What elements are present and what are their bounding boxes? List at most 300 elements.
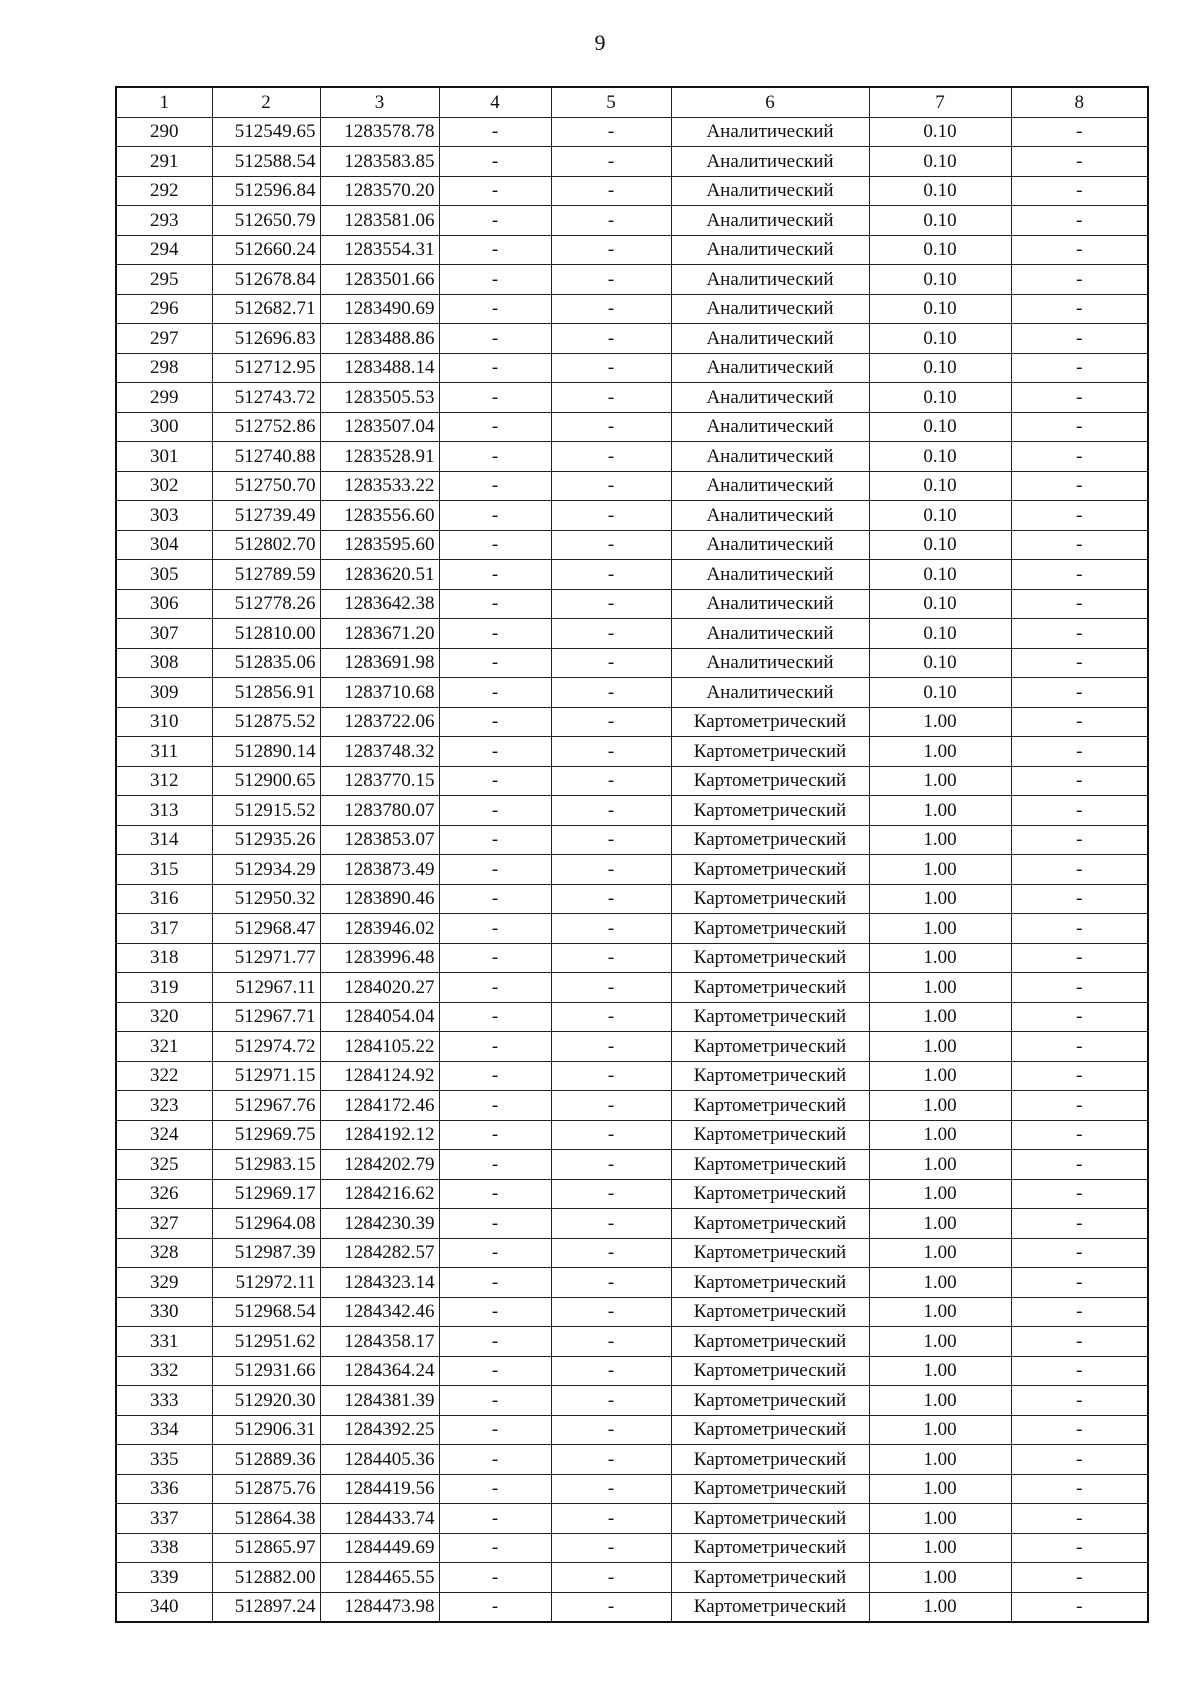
y-coordinate-cell: 1283528.91 bbox=[320, 442, 439, 472]
col8-value-cell: - bbox=[1011, 619, 1148, 649]
method-cell: Аналитический bbox=[671, 619, 869, 649]
col8-value-cell: - bbox=[1011, 206, 1148, 236]
accuracy-cell: 0.10 bbox=[869, 353, 1011, 383]
col4-value-cell: - bbox=[439, 973, 551, 1003]
point-number-cell: 295 bbox=[116, 265, 212, 295]
method-cell: Аналитический bbox=[671, 383, 869, 413]
accuracy-cell: 1.00 bbox=[869, 914, 1011, 944]
y-coordinate-cell: 1283890.46 bbox=[320, 884, 439, 914]
accuracy-cell: 0.10 bbox=[869, 501, 1011, 531]
table-row bbox=[116, 324, 1148, 354]
col4-value-cell: - bbox=[439, 1091, 551, 1121]
x-coordinate-cell: 512900.65 bbox=[212, 766, 320, 796]
method-cell: Аналитический bbox=[671, 678, 869, 708]
point-number-cell: 316 bbox=[116, 884, 212, 914]
col8-value-cell: - bbox=[1011, 501, 1148, 531]
col5-value-cell: - bbox=[551, 1002, 671, 1032]
accuracy-cell: 1.00 bbox=[869, 707, 1011, 737]
col8-value-cell: - bbox=[1011, 530, 1148, 560]
col8-value-cell: - bbox=[1011, 1533, 1148, 1563]
method-cell: Картометрический bbox=[671, 766, 869, 796]
table-row bbox=[116, 117, 1148, 147]
y-coordinate-cell: 1283583.85 bbox=[320, 147, 439, 177]
col5-value-cell: - bbox=[551, 1504, 671, 1534]
x-coordinate-cell: 512971.15 bbox=[212, 1061, 320, 1091]
accuracy-cell: 1.00 bbox=[869, 1504, 1011, 1534]
col8-value-cell: - bbox=[1011, 235, 1148, 265]
point-number-cell: 290 bbox=[116, 117, 212, 147]
y-coordinate-cell: 1283710.68 bbox=[320, 678, 439, 708]
method-cell: Картометрический bbox=[671, 825, 869, 855]
x-coordinate-cell: 512890.14 bbox=[212, 737, 320, 767]
col4-value-cell: - bbox=[439, 1474, 551, 1504]
x-coordinate-cell: 512696.83 bbox=[212, 324, 320, 354]
y-coordinate-cell: 1283853.07 bbox=[320, 825, 439, 855]
y-coordinate-cell: 1283501.66 bbox=[320, 265, 439, 295]
y-coordinate-cell: 1284124.92 bbox=[320, 1061, 439, 1091]
col4-value-cell: - bbox=[439, 235, 551, 265]
x-coordinate-cell: 512882.00 bbox=[212, 1563, 320, 1593]
col5-value-cell: - bbox=[551, 501, 671, 531]
accuracy-cell: 1.00 bbox=[869, 1032, 1011, 1062]
x-coordinate-cell: 512967.71 bbox=[212, 1002, 320, 1032]
y-coordinate-cell: 1284465.55 bbox=[320, 1563, 439, 1593]
col8-value-cell: - bbox=[1011, 796, 1148, 826]
col8-value-cell: - bbox=[1011, 442, 1148, 472]
method-cell: Картометрический bbox=[671, 1563, 869, 1593]
y-coordinate-cell: 1284282.57 bbox=[320, 1238, 439, 1268]
col5-value-cell: - bbox=[551, 619, 671, 649]
col5-value-cell: - bbox=[551, 530, 671, 560]
method-cell: Картометрический bbox=[671, 1179, 869, 1209]
method-cell: Аналитический bbox=[671, 294, 869, 324]
col4-value-cell: - bbox=[439, 560, 551, 590]
table-row bbox=[116, 1002, 1148, 1032]
table-row bbox=[116, 1032, 1148, 1062]
point-number-cell: 332 bbox=[116, 1356, 212, 1386]
col8-value-cell: - bbox=[1011, 855, 1148, 885]
accuracy-cell: 1.00 bbox=[869, 1120, 1011, 1150]
x-coordinate-cell: 512950.32 bbox=[212, 884, 320, 914]
y-coordinate-cell: 1284392.25 bbox=[320, 1415, 439, 1445]
x-coordinate-cell: 512802.70 bbox=[212, 530, 320, 560]
col4-value-cell: - bbox=[439, 796, 551, 826]
y-coordinate-cell: 1283578.78 bbox=[320, 117, 439, 147]
col5-value-cell: - bbox=[551, 117, 671, 147]
x-coordinate-cell: 512935.26 bbox=[212, 825, 320, 855]
table-row bbox=[116, 1563, 1148, 1593]
accuracy-cell: 0.10 bbox=[869, 147, 1011, 177]
column-header-3: 3 bbox=[320, 87, 439, 117]
col5-value-cell: - bbox=[551, 442, 671, 472]
accuracy-cell: 0.10 bbox=[869, 412, 1011, 442]
x-coordinate-cell: 512789.59 bbox=[212, 560, 320, 590]
method-cell: Картометрический bbox=[671, 1474, 869, 1504]
method-cell: Аналитический bbox=[671, 147, 869, 177]
method-cell: Аналитический bbox=[671, 442, 869, 472]
col4-value-cell: - bbox=[439, 412, 551, 442]
col8-value-cell: - bbox=[1011, 1061, 1148, 1091]
col8-value-cell: - bbox=[1011, 560, 1148, 590]
column-header-1: 1 bbox=[116, 87, 212, 117]
column-header-8: 8 bbox=[1011, 87, 1148, 117]
point-number-cell: 305 bbox=[116, 560, 212, 590]
x-coordinate-cell: 512951.62 bbox=[212, 1327, 320, 1357]
accuracy-cell: 0.10 bbox=[869, 235, 1011, 265]
col5-value-cell: - bbox=[551, 1150, 671, 1180]
col8-value-cell: - bbox=[1011, 1386, 1148, 1416]
method-cell: Картометрический bbox=[671, 1445, 869, 1475]
col4-value-cell: - bbox=[439, 1415, 551, 1445]
accuracy-cell: 1.00 bbox=[869, 1091, 1011, 1121]
x-coordinate-cell: 512750.70 bbox=[212, 471, 320, 501]
accuracy-cell: 0.10 bbox=[869, 206, 1011, 236]
accuracy-cell: 1.00 bbox=[869, 737, 1011, 767]
col5-value-cell: - bbox=[551, 1533, 671, 1563]
x-coordinate-cell: 512897.24 bbox=[212, 1592, 320, 1622]
table-row bbox=[116, 1327, 1148, 1357]
x-coordinate-cell: 512983.15 bbox=[212, 1150, 320, 1180]
x-coordinate-cell: 512712.95 bbox=[212, 353, 320, 383]
accuracy-cell: 1.00 bbox=[869, 1386, 1011, 1416]
y-coordinate-cell: 1283556.60 bbox=[320, 501, 439, 531]
col4-value-cell: - bbox=[439, 1268, 551, 1298]
table-row bbox=[116, 412, 1148, 442]
col5-value-cell: - bbox=[551, 1445, 671, 1475]
method-cell: Картометрический bbox=[671, 1209, 869, 1239]
point-number-cell: 322 bbox=[116, 1061, 212, 1091]
table-row bbox=[116, 471, 1148, 501]
col8-value-cell: - bbox=[1011, 1179, 1148, 1209]
method-cell: Картометрический bbox=[671, 1032, 869, 1062]
accuracy-cell: 1.00 bbox=[869, 766, 1011, 796]
accuracy-cell: 0.10 bbox=[869, 324, 1011, 354]
y-coordinate-cell: 1283490.69 bbox=[320, 294, 439, 324]
table-row bbox=[116, 442, 1148, 472]
point-number-cell: 323 bbox=[116, 1091, 212, 1121]
method-cell: Картометрический bbox=[671, 1415, 869, 1445]
point-number-cell: 340 bbox=[116, 1592, 212, 1622]
x-coordinate-cell: 512864.38 bbox=[212, 1504, 320, 1534]
accuracy-cell: 1.00 bbox=[869, 1297, 1011, 1327]
table-row bbox=[116, 766, 1148, 796]
accuracy-cell: 0.10 bbox=[869, 294, 1011, 324]
col5-value-cell: - bbox=[551, 973, 671, 1003]
col5-value-cell: - bbox=[551, 943, 671, 973]
point-number-cell: 313 bbox=[116, 796, 212, 826]
point-number-cell: 303 bbox=[116, 501, 212, 531]
point-number-cell: 293 bbox=[116, 206, 212, 236]
table-row bbox=[116, 678, 1148, 708]
col4-value-cell: - bbox=[439, 737, 551, 767]
table-row bbox=[116, 147, 1148, 177]
y-coordinate-cell: 1283554.31 bbox=[320, 235, 439, 265]
point-number-cell: 292 bbox=[116, 176, 212, 206]
x-coordinate-cell: 512968.54 bbox=[212, 1297, 320, 1327]
table-header-row bbox=[116, 87, 1148, 117]
col5-value-cell: - bbox=[551, 825, 671, 855]
table-row bbox=[116, 530, 1148, 560]
method-cell: Аналитический bbox=[671, 648, 869, 678]
point-number-cell: 327 bbox=[116, 1209, 212, 1239]
col8-value-cell: - bbox=[1011, 1120, 1148, 1150]
col5-value-cell: - bbox=[551, 589, 671, 619]
accuracy-cell: 0.10 bbox=[869, 619, 1011, 649]
col5-value-cell: - bbox=[551, 648, 671, 678]
col5-value-cell: - bbox=[551, 1120, 671, 1150]
method-cell: Аналитический bbox=[671, 589, 869, 619]
col4-value-cell: - bbox=[439, 294, 551, 324]
col4-value-cell: - bbox=[439, 530, 551, 560]
table-row bbox=[116, 619, 1148, 649]
table-row bbox=[116, 914, 1148, 944]
col8-value-cell: - bbox=[1011, 973, 1148, 1003]
point-number-cell: 306 bbox=[116, 589, 212, 619]
col5-value-cell: - bbox=[551, 147, 671, 177]
point-number-cell: 339 bbox=[116, 1563, 212, 1593]
method-cell: Аналитический bbox=[671, 353, 869, 383]
y-coordinate-cell: 1283642.38 bbox=[320, 589, 439, 619]
col5-value-cell: - bbox=[551, 914, 671, 944]
col5-value-cell: - bbox=[551, 1179, 671, 1209]
x-coordinate-cell: 512743.72 bbox=[212, 383, 320, 413]
method-cell: Картометрический bbox=[671, 1592, 869, 1622]
col4-value-cell: - bbox=[439, 1356, 551, 1386]
col4-value-cell: - bbox=[439, 825, 551, 855]
method-cell: Картометрический bbox=[671, 1002, 869, 1032]
col8-value-cell: - bbox=[1011, 147, 1148, 177]
point-number-cell: 337 bbox=[116, 1504, 212, 1534]
col4-value-cell: - bbox=[439, 914, 551, 944]
table-row bbox=[116, 294, 1148, 324]
col4-value-cell: - bbox=[439, 117, 551, 147]
accuracy-cell: 0.10 bbox=[869, 176, 1011, 206]
y-coordinate-cell: 1283505.53 bbox=[320, 383, 439, 413]
y-coordinate-cell: 1284405.36 bbox=[320, 1445, 439, 1475]
y-coordinate-cell: 1284358.17 bbox=[320, 1327, 439, 1357]
column-header-2: 2 bbox=[212, 87, 320, 117]
col8-value-cell: - bbox=[1011, 1415, 1148, 1445]
coordinates-table bbox=[115, 86, 1149, 1623]
col5-value-cell: - bbox=[551, 176, 671, 206]
col4-value-cell: - bbox=[439, 1327, 551, 1357]
col8-value-cell: - bbox=[1011, 1209, 1148, 1239]
col4-value-cell: - bbox=[439, 176, 551, 206]
method-cell: Аналитический bbox=[671, 265, 869, 295]
table-row bbox=[116, 1415, 1148, 1445]
y-coordinate-cell: 1283996.48 bbox=[320, 943, 439, 973]
table-row bbox=[116, 501, 1148, 531]
point-number-cell: 297 bbox=[116, 324, 212, 354]
x-coordinate-cell: 512588.54 bbox=[212, 147, 320, 177]
table-row bbox=[116, 737, 1148, 767]
method-cell: Картометрический bbox=[671, 1268, 869, 1298]
point-number-cell: 328 bbox=[116, 1238, 212, 1268]
method-cell: Картометрический bbox=[671, 1327, 869, 1357]
table-row bbox=[116, 855, 1148, 885]
point-number-cell: 329 bbox=[116, 1268, 212, 1298]
col5-value-cell: - bbox=[551, 855, 671, 885]
point-number-cell: 308 bbox=[116, 648, 212, 678]
accuracy-cell: 0.10 bbox=[869, 589, 1011, 619]
col4-value-cell: - bbox=[439, 1120, 551, 1150]
method-cell: Картометрический bbox=[671, 796, 869, 826]
accuracy-cell: 1.00 bbox=[869, 1445, 1011, 1475]
col5-value-cell: - bbox=[551, 235, 671, 265]
col4-value-cell: - bbox=[439, 1179, 551, 1209]
col5-value-cell: - bbox=[551, 884, 671, 914]
table-row bbox=[116, 176, 1148, 206]
point-number-cell: 334 bbox=[116, 1415, 212, 1445]
point-number-cell: 299 bbox=[116, 383, 212, 413]
table-row bbox=[116, 1592, 1148, 1622]
point-number-cell: 302 bbox=[116, 471, 212, 501]
col5-value-cell: - bbox=[551, 1061, 671, 1091]
column-header-4: 4 bbox=[439, 87, 551, 117]
y-coordinate-cell: 1283770.15 bbox=[320, 766, 439, 796]
x-coordinate-cell: 512660.24 bbox=[212, 235, 320, 265]
col4-value-cell: - bbox=[439, 1032, 551, 1062]
method-cell: Картометрический bbox=[671, 855, 869, 885]
point-number-cell: 330 bbox=[116, 1297, 212, 1327]
accuracy-cell: 1.00 bbox=[869, 1474, 1011, 1504]
x-coordinate-cell: 512835.06 bbox=[212, 648, 320, 678]
col5-value-cell: - bbox=[551, 796, 671, 826]
col8-value-cell: - bbox=[1011, 678, 1148, 708]
table-row bbox=[116, 707, 1148, 737]
y-coordinate-cell: 1284364.24 bbox=[320, 1356, 439, 1386]
point-number-cell: 294 bbox=[116, 235, 212, 265]
accuracy-cell: 0.10 bbox=[869, 265, 1011, 295]
point-number-cell: 324 bbox=[116, 1120, 212, 1150]
accuracy-cell: 1.00 bbox=[869, 1415, 1011, 1445]
table-row bbox=[116, 1386, 1148, 1416]
table-row bbox=[116, 1179, 1148, 1209]
col5-value-cell: - bbox=[551, 1592, 671, 1622]
col5-value-cell: - bbox=[551, 1356, 671, 1386]
x-coordinate-cell: 512915.52 bbox=[212, 796, 320, 826]
accuracy-cell: 0.10 bbox=[869, 678, 1011, 708]
col4-value-cell: - bbox=[439, 442, 551, 472]
accuracy-cell: 0.10 bbox=[869, 530, 1011, 560]
accuracy-cell: 1.00 bbox=[869, 1327, 1011, 1357]
y-coordinate-cell: 1283748.32 bbox=[320, 737, 439, 767]
col8-value-cell: - bbox=[1011, 412, 1148, 442]
accuracy-cell: 1.00 bbox=[869, 943, 1011, 973]
col5-value-cell: - bbox=[551, 1563, 671, 1593]
col4-value-cell: - bbox=[439, 884, 551, 914]
y-coordinate-cell: 1284020.27 bbox=[320, 973, 439, 1003]
table-row bbox=[116, 973, 1148, 1003]
col4-value-cell: - bbox=[439, 1061, 551, 1091]
x-coordinate-cell: 512856.91 bbox=[212, 678, 320, 708]
col5-value-cell: - bbox=[551, 1209, 671, 1239]
y-coordinate-cell: 1284473.98 bbox=[320, 1592, 439, 1622]
point-number-cell: 309 bbox=[116, 678, 212, 708]
col4-value-cell: - bbox=[439, 766, 551, 796]
col8-value-cell: - bbox=[1011, 589, 1148, 619]
y-coordinate-cell: 1284323.14 bbox=[320, 1268, 439, 1298]
table-row bbox=[116, 1297, 1148, 1327]
y-coordinate-cell: 1284381.39 bbox=[320, 1386, 439, 1416]
accuracy-cell: 1.00 bbox=[869, 1209, 1011, 1239]
point-number-cell: 338 bbox=[116, 1533, 212, 1563]
col4-value-cell: - bbox=[439, 943, 551, 973]
method-cell: Картометрический bbox=[671, 737, 869, 767]
method-cell: Аналитический bbox=[671, 560, 869, 590]
col8-value-cell: - bbox=[1011, 1592, 1148, 1622]
col8-value-cell: - bbox=[1011, 1445, 1148, 1475]
point-number-cell: 311 bbox=[116, 737, 212, 767]
method-cell: Картометрический bbox=[671, 1120, 869, 1150]
accuracy-cell: 1.00 bbox=[869, 855, 1011, 885]
x-coordinate-cell: 512889.36 bbox=[212, 1445, 320, 1475]
accuracy-cell: 0.10 bbox=[869, 117, 1011, 147]
col8-value-cell: - bbox=[1011, 324, 1148, 354]
table-row bbox=[116, 1209, 1148, 1239]
col8-value-cell: - bbox=[1011, 353, 1148, 383]
table-row bbox=[116, 1091, 1148, 1121]
method-cell: Аналитический bbox=[671, 471, 869, 501]
point-number-cell: 307 bbox=[116, 619, 212, 649]
col5-value-cell: - bbox=[551, 1297, 671, 1327]
point-number-cell: 319 bbox=[116, 973, 212, 1003]
y-coordinate-cell: 1284342.46 bbox=[320, 1297, 439, 1327]
accuracy-cell: 0.10 bbox=[869, 648, 1011, 678]
y-coordinate-cell: 1284105.22 bbox=[320, 1032, 439, 1062]
col5-value-cell: - bbox=[551, 707, 671, 737]
col4-value-cell: - bbox=[439, 501, 551, 531]
y-coordinate-cell: 1284192.12 bbox=[320, 1120, 439, 1150]
point-number-cell: 304 bbox=[116, 530, 212, 560]
method-cell: Картометрический bbox=[671, 973, 869, 1003]
method-cell: Аналитический bbox=[671, 117, 869, 147]
point-number-cell: 301 bbox=[116, 442, 212, 472]
x-coordinate-cell: 512931.66 bbox=[212, 1356, 320, 1386]
y-coordinate-cell: 1283946.02 bbox=[320, 914, 439, 944]
x-coordinate-cell: 512964.08 bbox=[212, 1209, 320, 1239]
col5-value-cell: - bbox=[551, 265, 671, 295]
method-cell: Картометрический bbox=[671, 707, 869, 737]
table-row bbox=[116, 235, 1148, 265]
y-coordinate-cell: 1283671.20 bbox=[320, 619, 439, 649]
point-number-cell: 291 bbox=[116, 147, 212, 177]
x-coordinate-cell: 512810.00 bbox=[212, 619, 320, 649]
method-cell: Аналитический bbox=[671, 412, 869, 442]
table-row bbox=[116, 1356, 1148, 1386]
col4-value-cell: - bbox=[439, 1445, 551, 1475]
col4-value-cell: - bbox=[439, 353, 551, 383]
col4-value-cell: - bbox=[439, 707, 551, 737]
col8-value-cell: - bbox=[1011, 1474, 1148, 1504]
col5-value-cell: - bbox=[551, 324, 671, 354]
accuracy-cell: 0.10 bbox=[869, 471, 1011, 501]
accuracy-cell: 0.10 bbox=[869, 383, 1011, 413]
y-coordinate-cell: 1283507.04 bbox=[320, 412, 439, 442]
col8-value-cell: - bbox=[1011, 294, 1148, 324]
point-number-cell: 298 bbox=[116, 353, 212, 383]
accuracy-cell: 1.00 bbox=[869, 1356, 1011, 1386]
accuracy-cell: 1.00 bbox=[869, 1238, 1011, 1268]
col8-value-cell: - bbox=[1011, 1032, 1148, 1062]
accuracy-cell: 0.10 bbox=[869, 442, 1011, 472]
x-coordinate-cell: 512934.29 bbox=[212, 855, 320, 885]
col8-value-cell: - bbox=[1011, 176, 1148, 206]
x-coordinate-cell: 512865.97 bbox=[212, 1533, 320, 1563]
col8-value-cell: - bbox=[1011, 1297, 1148, 1327]
x-coordinate-cell: 512974.72 bbox=[212, 1032, 320, 1062]
x-coordinate-cell: 512650.79 bbox=[212, 206, 320, 236]
